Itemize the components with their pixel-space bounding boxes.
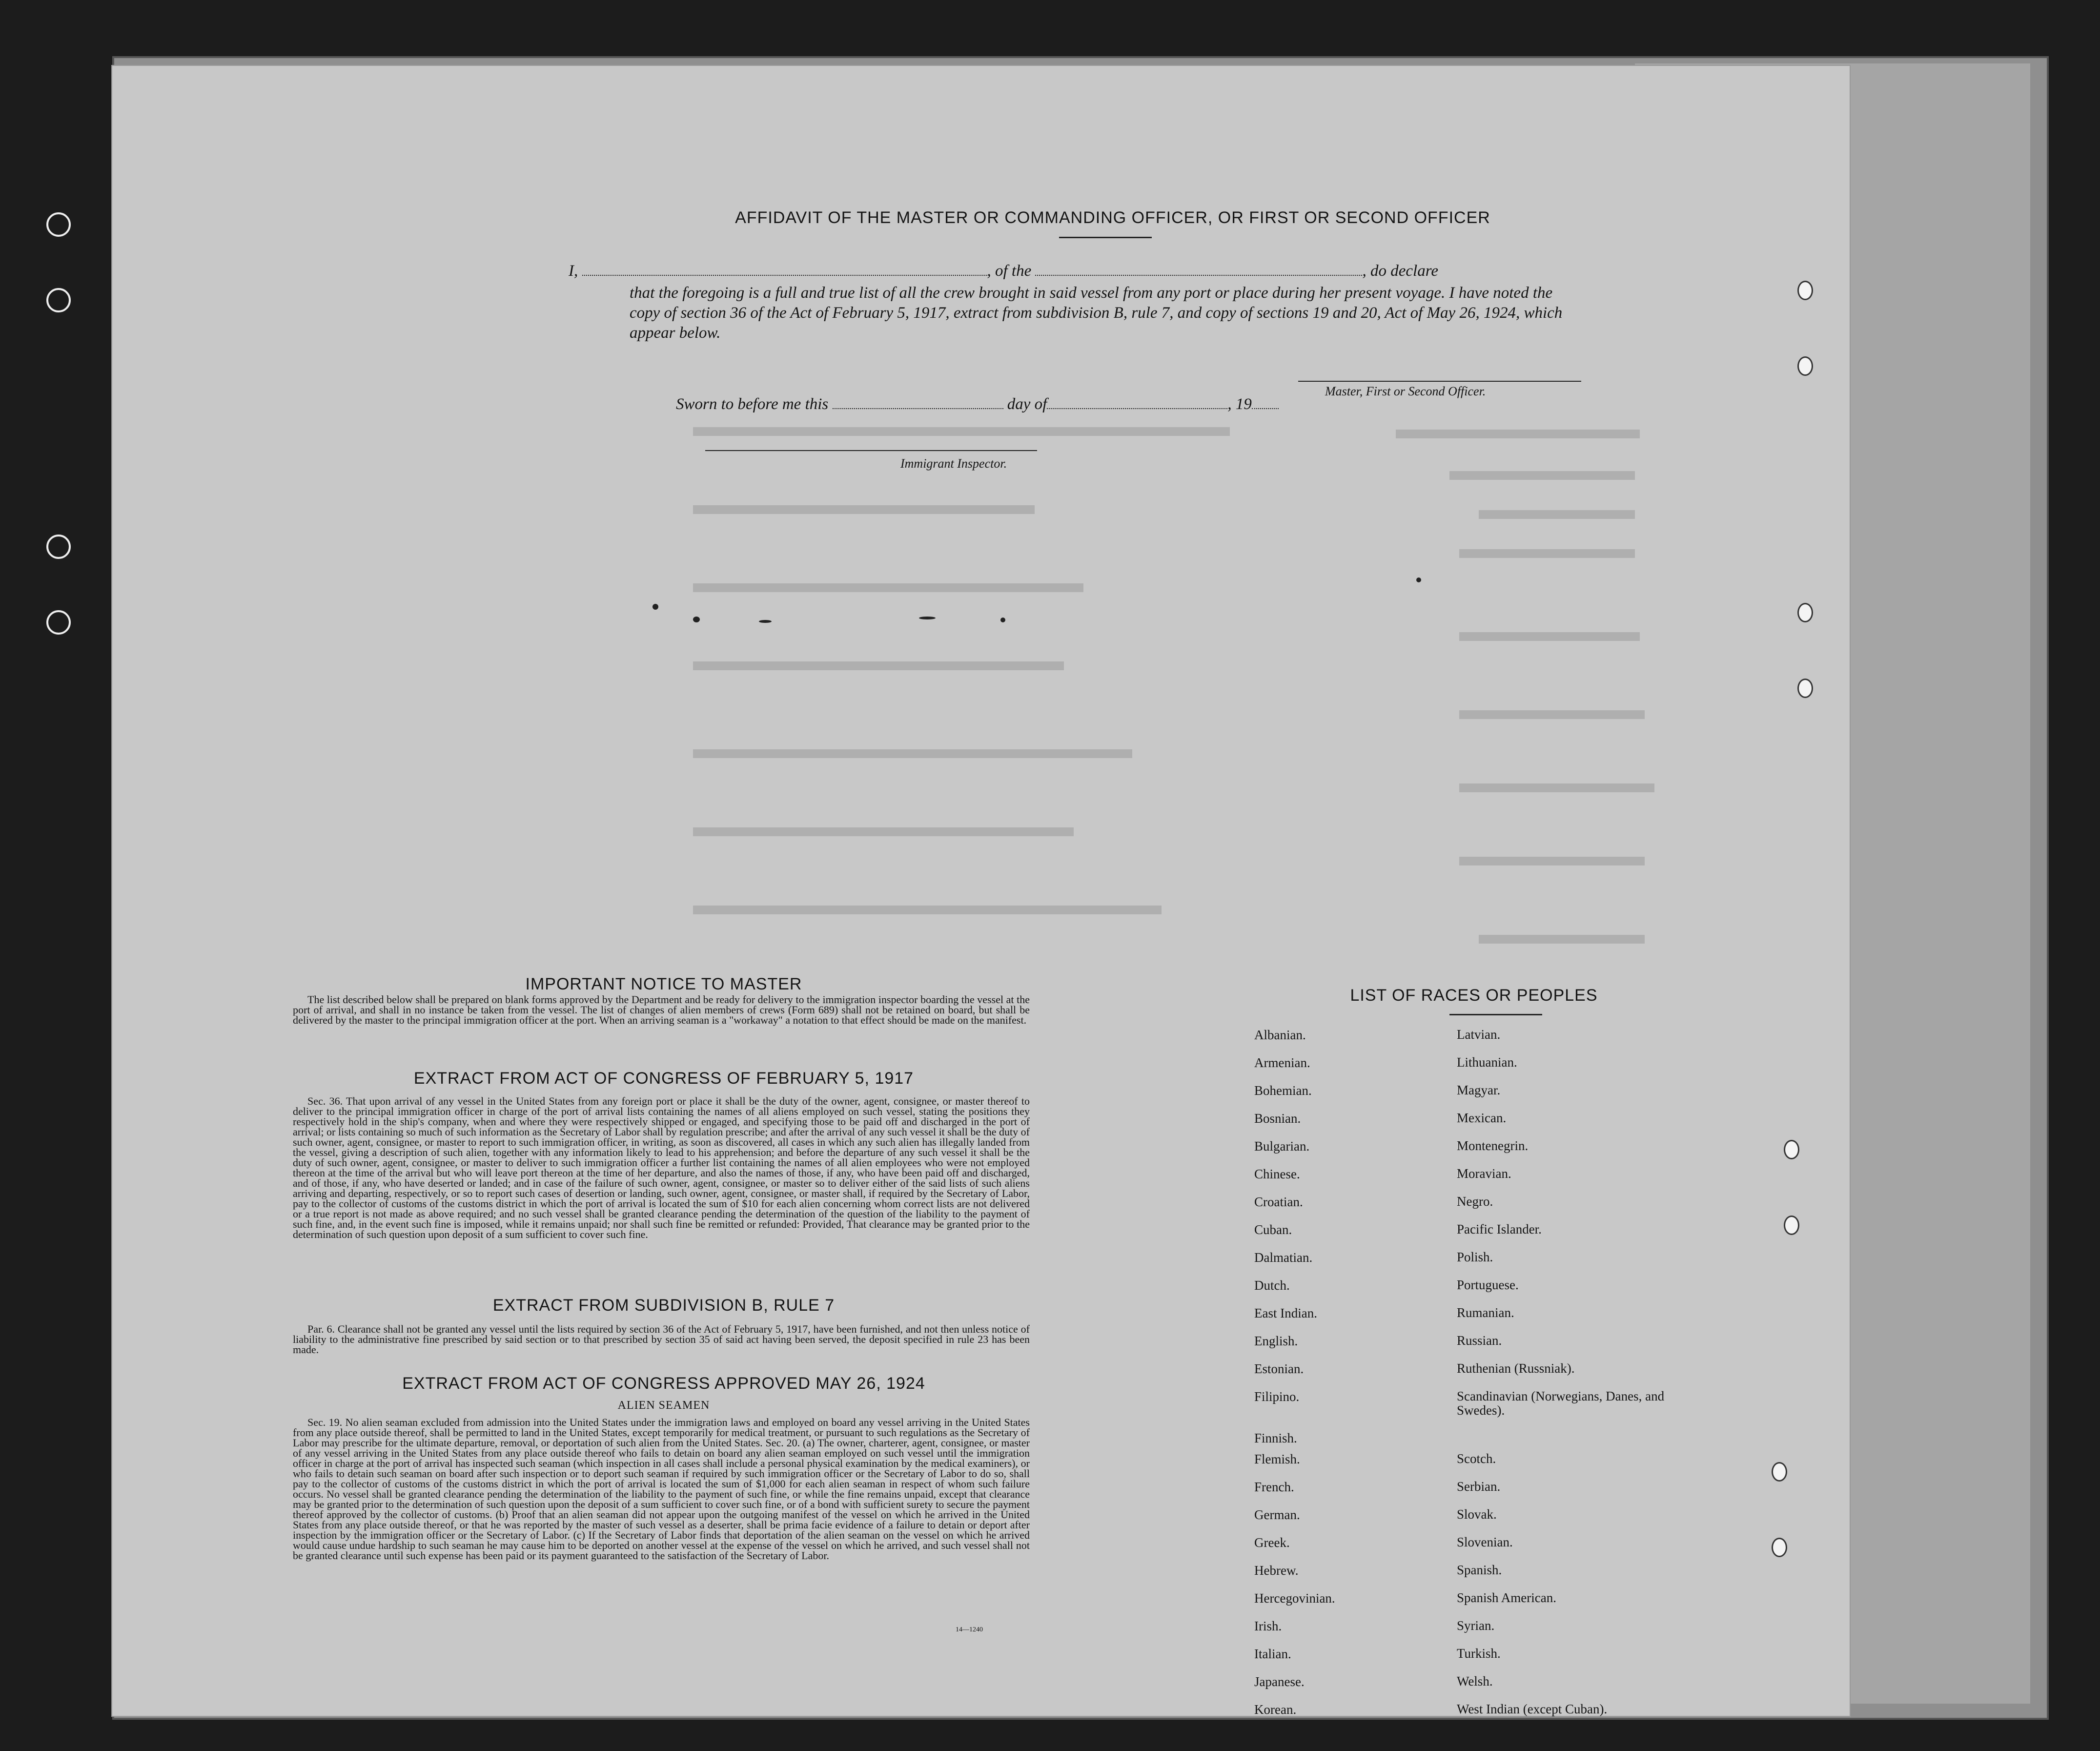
race-row bbox=[1254, 1028, 1674, 1055]
race-name: French. bbox=[1254, 1480, 1294, 1494]
race-name: Italian. bbox=[1254, 1647, 1291, 1661]
race-name: Korean. bbox=[1254, 1702, 1297, 1717]
race-name: Bulgarian. bbox=[1254, 1139, 1310, 1154]
race-row bbox=[1254, 1055, 1674, 1083]
race-name: Negro. bbox=[1457, 1194, 1493, 1209]
race-name: Armenian. bbox=[1254, 1055, 1310, 1070]
notice-text: The list described below shall be prepared on blank forms approved by the Department and be ready for delivery to the immigration inspector boarding the vessel at the port of arrival, and shall in no instance be taken from the vessel. The list of changes of alien members of crews (Form 689) shall not be retained on board, but shall be delivered by the master to the principal immigration officer at the port. When an arriving seaman is a "workaway" a notation to that effect should be made on the manifest. bbox=[293, 993, 1030, 1026]
race-name: Japanese. bbox=[1254, 1674, 1305, 1689]
bleed-through-row bbox=[693, 906, 1162, 914]
extract-rule7-title: EXTRACT FROM SUBDIVISION B, RULE 7 bbox=[492, 1296, 835, 1315]
extract-1924-subtitle: ALIEN SEAMEN bbox=[617, 1399, 710, 1412]
punch-hole bbox=[46, 288, 71, 312]
race-name: Slovenian. bbox=[1457, 1535, 1513, 1549]
punch-hole bbox=[1784, 1140, 1799, 1159]
punch-hole bbox=[1797, 603, 1813, 622]
affidavit-body: that the foregoing is a full and true list of all the crew brought in said vessel from any port or place during her present voyage. I have noted the copy of section 36 of the Act of February 5, 1917, extract from subdivision B, rule 7, and copy of sections 19 and 20, Act of May 26, 1924, which appear below. bbox=[630, 284, 1563, 342]
title-rule bbox=[1059, 237, 1152, 238]
punch-hole bbox=[46, 535, 71, 559]
race-row bbox=[1254, 1083, 1674, 1111]
race-row bbox=[1254, 1591, 1674, 1619]
form-number: 14—1240 bbox=[956, 1626, 983, 1633]
race-row bbox=[1254, 1222, 1674, 1250]
punch-hole bbox=[1784, 1215, 1799, 1235]
bleed-through-row bbox=[1479, 935, 1645, 944]
punch-hole bbox=[1797, 679, 1813, 698]
race-name: Slovak. bbox=[1457, 1507, 1497, 1522]
race-name: West Indian (except Cuban). bbox=[1457, 1702, 1608, 1716]
race-row bbox=[1254, 1389, 1674, 1431]
extract-1917-title: EXTRACT FROM ACT OF CONGRESS OF FEBRUARY 5, 1917 bbox=[413, 1069, 914, 1088]
sworn-year-field[interactable] bbox=[1252, 405, 1279, 409]
race-name: Magyar. bbox=[1457, 1083, 1501, 1097]
race-name: Rumanian. bbox=[1457, 1305, 1514, 1320]
race-row bbox=[1254, 1480, 1674, 1507]
races-title-rule bbox=[1449, 1014, 1542, 1015]
race-row bbox=[1254, 1452, 1674, 1480]
race-row bbox=[1254, 1535, 1674, 1563]
master-signature-line bbox=[1298, 381, 1581, 382]
race-row bbox=[1254, 1334, 1674, 1361]
race-row bbox=[1254, 1278, 1674, 1306]
race-row bbox=[1254, 1195, 1674, 1222]
bleed-through-row bbox=[693, 661, 1064, 670]
ink-speck bbox=[919, 617, 936, 619]
race-name: Greek. bbox=[1254, 1535, 1290, 1550]
sworn-year-label: , 19 bbox=[1227, 395, 1252, 413]
race-name: Bosnian. bbox=[1254, 1111, 1301, 1126]
race-name: Scotch. bbox=[1457, 1451, 1496, 1466]
punch-hole bbox=[1797, 281, 1813, 300]
race-row bbox=[1254, 1167, 1674, 1195]
bleed-through-row bbox=[693, 505, 1035, 514]
race-name: English. bbox=[1254, 1334, 1298, 1348]
ink-speck bbox=[1416, 577, 1421, 582]
bleed-through-row bbox=[693, 427, 1230, 436]
race-name: East Indian. bbox=[1254, 1306, 1317, 1320]
race-name: Portuguese. bbox=[1457, 1277, 1519, 1292]
race-name: Croatian. bbox=[1254, 1195, 1303, 1209]
race-name: Dalmatian. bbox=[1254, 1250, 1313, 1265]
bleed-through-row bbox=[1459, 549, 1635, 558]
punch-hole bbox=[1772, 1538, 1787, 1557]
bleed-through-row bbox=[1459, 632, 1640, 641]
ink-speck bbox=[759, 620, 772, 623]
race-row bbox=[1254, 1674, 1674, 1702]
race-name: Dutch. bbox=[1254, 1278, 1290, 1293]
race-row bbox=[1254, 1507, 1674, 1535]
vessel-field[interactable] bbox=[1035, 272, 1362, 276]
race-name: Scandinavian (Norwegians, Danes, and Swedes). bbox=[1457, 1389, 1665, 1418]
bleed-through-row bbox=[1459, 857, 1645, 865]
bleed-through-row bbox=[1449, 471, 1635, 480]
race-row bbox=[1254, 1702, 1674, 1730]
punch-hole bbox=[46, 212, 71, 237]
extract-1917-text: Sec. 36. That upon arrival of any vessel in the United States from any foreign port or place it shall be the duty of the owner, agent, consignee, or master thereof to deliver to the principal immigration officer in charge of the port of arrival lists containing the names of all aliens employed on such vessel, stating the positions they respectively hold in the ship's company, when and where they were respectively shipped or engaged, and specifying those to be paid off and discharged in the port of arrival; or lists containing so much of such information as the Secretary of Labor shall by regulation prescribe; and after the arrival of any such vessel it shall be the duty of such owner, agent, consignee, or master to report to such immigration officer, in writing, as soon as discovered, all cases in which any such alien has illegally landed from the vessel, giving a description of such alien, together with any information likely to lead to his apprehension; and before the departure of any such vessel it shall be the duty of such owner, agent, consignee, or master to deliver to such immigration officer a further list containing the names of all alien employees who were not employed thereon at the time of the arrival but who will leave port thereon at the time of her departure, and also the names of those, if any, who have been paid off and discharged, and of those, if any, who have deserted or landed; and in case of the failure of such owner, agent, consignee, or master so to deliver either of the said lists of such aliens arriving and departing, respectively, or so to report such cases of desertion or landing, such owner, agent, consignee, or master shall, if required by the Secretary of Labor, pay to the collector of customs of the customs district in which the port of arrival is located the sum of $10 for each alien concerning whom correct lists are not delivered or a true report is not made as above required; and no such vessel shall be granted clearance pending the determination of the question of the liability to the payment of such fine, and, in the event such fine is imposed, while it remains unpaid; nor shall such fine be remitted or refunded: Provided, That clearance may be granted prior to the determination of such question upon deposit of a sum sufficient to cover such fine. bbox=[293, 1095, 1030, 1240]
race-name: Flemish. bbox=[1254, 1452, 1300, 1466]
document-page bbox=[112, 66, 1850, 1716]
race-name: Mexican. bbox=[1457, 1111, 1507, 1125]
bleed-through-row bbox=[1479, 510, 1635, 519]
race-name: German. bbox=[1254, 1507, 1300, 1522]
race-name: Filipino. bbox=[1254, 1389, 1300, 1404]
race-name: Serbian. bbox=[1457, 1479, 1501, 1494]
race-name: Albanian. bbox=[1254, 1028, 1306, 1042]
race-row bbox=[1254, 1111, 1674, 1139]
race-name: Ruthenian (Russniak). bbox=[1457, 1361, 1575, 1376]
race-name: Montenegrin. bbox=[1457, 1138, 1529, 1153]
bleed-through-row bbox=[693, 749, 1132, 758]
sworn-prefix: Sworn to before me this bbox=[676, 395, 829, 413]
sworn-day-field[interactable] bbox=[833, 405, 1003, 409]
race-name: Moravian. bbox=[1457, 1166, 1511, 1181]
sworn-line bbox=[676, 395, 1279, 413]
race-name: Welsh. bbox=[1457, 1674, 1493, 1689]
affidavit-i-label: I, bbox=[569, 262, 578, 280]
race-name: Syrian. bbox=[1457, 1618, 1495, 1633]
master-signature-label: Master, First or Second Officer. bbox=[1325, 384, 1486, 398]
bleed-through-row bbox=[1459, 710, 1645, 719]
race-row bbox=[1254, 1139, 1674, 1167]
race-name: Finnish. bbox=[1254, 1431, 1297, 1445]
race-name: Bohemian. bbox=[1254, 1083, 1312, 1098]
race-name: Hercegovinian. bbox=[1254, 1591, 1335, 1606]
extract-rule7-text: Par. 6. Clearance shall not be granted any vessel until the lists required by section 36 of the Act of February 5, 1917, have been furnished, and not then unless notice of liability to the administrative fine prescribed by said section or to that prescribed by section 35 of said act having been served, the deposit specified in rule 23 has been made. bbox=[293, 1323, 1030, 1356]
inspector-signature-line bbox=[705, 450, 1037, 451]
race-row bbox=[1254, 1619, 1674, 1647]
extract-1924-title: EXTRACT FROM ACT OF CONGRESS APPROVED MAY 26, 1924 bbox=[402, 1374, 925, 1393]
affidavit-title: AFFIDAVIT OF THE MASTER OR COMMANDING OFFICER, OR FIRST OR SECOND OFFICER bbox=[735, 208, 1490, 227]
race-name: Hebrew. bbox=[1254, 1563, 1299, 1578]
race-name: Polish. bbox=[1457, 1250, 1493, 1264]
race-name: Pacific Islander. bbox=[1457, 1222, 1542, 1236]
punch-hole bbox=[1797, 356, 1813, 376]
punch-hole bbox=[1772, 1462, 1787, 1482]
race-row bbox=[1254, 1647, 1674, 1674]
race-name: Russian. bbox=[1457, 1333, 1502, 1348]
sworn-month-field[interactable] bbox=[1047, 405, 1227, 409]
punch-hole bbox=[46, 610, 71, 635]
affidavit-declaration-line bbox=[569, 262, 1438, 280]
bleed-through-row bbox=[693, 827, 1074, 836]
race-row bbox=[1254, 1250, 1674, 1278]
notice-title: IMPORTANT NOTICE TO MASTER bbox=[525, 975, 802, 993]
races-list bbox=[1254, 1028, 1674, 1730]
sworn-day-label: day of bbox=[1007, 395, 1047, 413]
race-name: Latvian. bbox=[1457, 1027, 1501, 1042]
affidavit-of-label: , of the bbox=[987, 262, 1032, 280]
race-row bbox=[1254, 1431, 1674, 1452]
race-name: Irish. bbox=[1254, 1619, 1282, 1633]
extract-1924-text: Sec. 19. No alien seaman excluded from admission into the United States under the immigration laws and employed on board any vessel arriving in the United States from any place outside thereof, shall be permitted to land in the United States, except temporarily for medical treatment, or pursuant to such regulations as the Secretary of Labor may prescribe for the ultimate departure, removal, or deportation of such alien from the United States. Sec. 20. (a) The owner, charterer, agent, consignee, or master of any vessel arriving in the United States from any place outside thereof who fails to detain on board any alien seaman employed on such vessel until the immigration officer in charge at the port of arrival has inspected such seaman (which inspection in all cases shall include a personal physical examination by the medical examiners), or who fails to detain such seaman on board after such inspection or to deport such seaman if required by such immigration officer or the Secretary of Labor to do so, shall pay to the collector of customs of the customs district in which the port of arrival is located the sum of $1,000 for each alien seaman in respect of whom such failure occurs. No vessel shall be granted clearance pending the determination of the liability to the payment of such fine, or while the fine remains unpaid, except that clearance may be granted prior to the determination of such question upon the deposit of a sum sufficient to cover such fine, or of a bond with sufficient surety to secure the payment thereof approved by the collector of customs. (b) Proof that an alien seaman did not appear upon the outgoing manifest of the vessel on which he arrived in the United States from any place outside thereof, or that he was reported by the master of such vessel as a deserter, shall be prima facie evidence of a failure to detain or deport after inspection by the immigration officer or the Secretary of Labor. (c) If the Secretary of Labor finds that deportation of the alien seaman on the vessel on which he arrived would cause undue hardship to such seaman he may cause him to be deported on another vessel at the expense of the vessel on which he arrived, and such vessel shall not be granted clearance until such expense has been paid or its payment guaranteed to the satisfaction of the Secretary of Labor. bbox=[293, 1416, 1030, 1562]
race-name: Chinese. bbox=[1254, 1167, 1300, 1181]
race-row bbox=[1254, 1306, 1674, 1334]
affidavit-declare-label: , do declare bbox=[1362, 262, 1438, 280]
ink-speck bbox=[652, 604, 658, 610]
race-row bbox=[1254, 1563, 1674, 1591]
bleed-through-row bbox=[693, 583, 1083, 592]
race-name: Estonian. bbox=[1254, 1361, 1304, 1376]
inspector-signature-label: Immigrant Inspector. bbox=[900, 456, 1007, 471]
races-title: LIST OF RACES OR PEOPLES bbox=[1350, 986, 1598, 1005]
name-field[interactable] bbox=[582, 272, 987, 276]
ink-speck bbox=[1000, 618, 1005, 622]
race-name: Spanish. bbox=[1457, 1563, 1502, 1577]
bleed-through-row bbox=[1396, 430, 1640, 438]
race-name: Cuban. bbox=[1254, 1222, 1292, 1237]
race-name: Turkish. bbox=[1457, 1646, 1501, 1661]
bleed-through-row bbox=[1459, 783, 1654, 792]
race-name: Lithuanian. bbox=[1457, 1055, 1517, 1070]
ink-speck bbox=[693, 617, 700, 622]
race-row bbox=[1254, 1361, 1674, 1389]
race-name: Spanish American. bbox=[1457, 1590, 1556, 1605]
